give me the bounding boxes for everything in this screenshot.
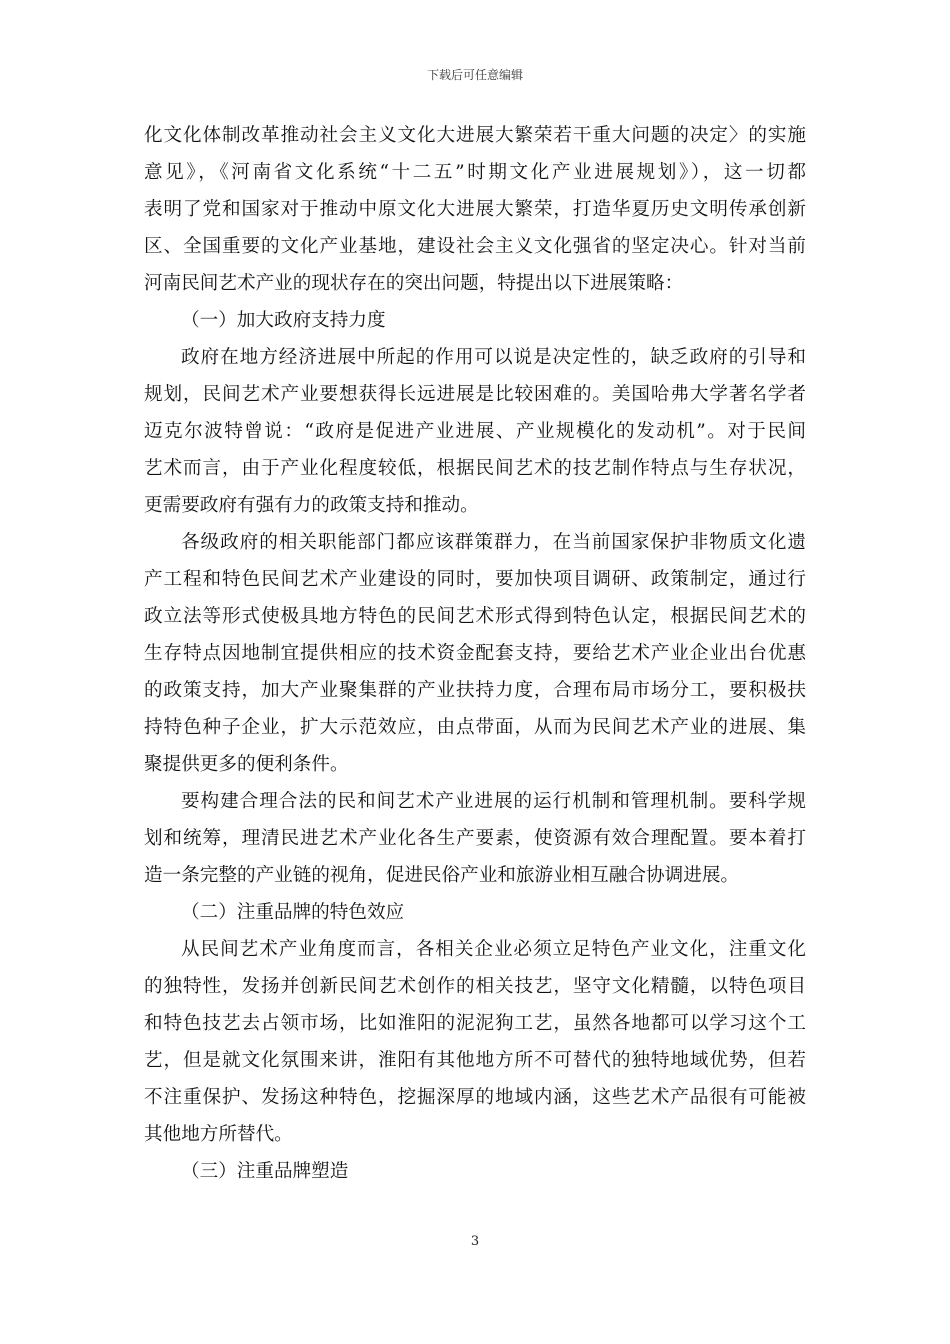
text-line: 持特色种子企业，扩大示范效应，由点带面，从而为民间艺术产业的进展、集 (144, 717, 806, 738)
text-line: 要构建合理合法的民和间艺术产业进展的运行机制和管理机制。要科学规 (181, 791, 806, 812)
text-line: 规划，民间艺术产业要想获得长远进展是比较困难的。美国哈弗大学著名学者 (144, 384, 806, 405)
section-heading: （三）注重品牌塑造 (181, 1161, 349, 1182)
text-line: 表明了党和国家对于推动中原文化大进展大繁荣，打造华夏历史文明传承创新 (144, 199, 806, 220)
text-line: 政立法等形式使极具地方特色的民间艺术形式得到特色认定，根据民间艺术的 (144, 606, 806, 627)
text-line: 划和统筹，理清民进艺术产业化各生产要素，使资源有效合理配置。要本着打 (144, 828, 806, 849)
text-line: 的政策支持，加大产业聚集群的产业扶持力度，合理布局市场分工，要积极扶 (144, 680, 806, 701)
text-line: 艺术而言，由于产业化程度较低，根据民间艺术的技艺制作特点与生存状况， (144, 458, 806, 479)
text-line: 造一条完整的产业链的视角，促进民俗产业和旅游业相互融合协调进展。 (144, 865, 740, 886)
text-line: 各级政府的相关职能部门都应该群策群力，在当前国家保护非物质文化遗 (181, 532, 806, 553)
document-body (144, 117, 806, 1190)
text-line: 不注重保护、发扬这种特色，挖掘深厚的地域内涵，这些艺术产品很有可能被 (144, 1087, 806, 1108)
text-line: 和特色技艺去占领市场，比如淮阳的泥泥狗工艺，虽然各地都可以学习这个工 (144, 1013, 806, 1034)
text-line: 化文化体制改革推动社会主义文化大进展大繁荣若干重大问题的决定〉的实施 (144, 125, 806, 146)
text-line: 从民间艺术产业角度而言，各相关企业必须立足特色产业文化，注重文化 (181, 939, 806, 960)
text-line: 的独特性，发扬并创新民间艺术创作的相关技艺，坚守文化精髓，以特色项目 (144, 976, 806, 997)
text-line: 生存特点因地制宜提供相应的技术资金配套支持，要给艺术产业企业出台优惠 (144, 643, 806, 664)
text-line: 意见》，《河南省文化系统“十二五”时期文化产业进展规划》），这一切都 (144, 162, 806, 183)
text-line: 更需要政府有强有力的政策支持和推动。 (144, 495, 479, 516)
text-line: 政府在地方经济进展中所起的作用可以说是决定性的，缺乏政府的引导和 (181, 347, 806, 368)
page-number: 3 (470, 1234, 480, 1249)
text-line: 迈克尔波特曾说：“政府是促进产业进展、产业规模化的发动机”。对于民间 (144, 421, 806, 442)
text-line: 区、全国重要的文化产业基地，建设社会主义文化强省的坚定决心。针对当前 (144, 236, 806, 257)
text-line: 河南民间艺术产业的现状存在的突出问题，特提出以下进展策略： (144, 273, 684, 294)
text-line: 其他地方所替代。 (144, 1124, 293, 1145)
text-line: 产工程和特色民间艺术产业建设的同时，要加快项目调研、政策制定，通过行 (144, 569, 806, 590)
page-header: 下载后可任意编辑 (426, 68, 523, 82)
text-line: 聚提供更多的便利条件。 (144, 754, 349, 775)
text-line: 艺，但是就文化氛围来讲，淮阳有其他地方所不可替代的独特地域优势，但若 (144, 1050, 806, 1071)
section-heading: （二）注重品牌的特色效应 (181, 902, 405, 923)
section-heading: （一）加大政府支持力度 (181, 310, 386, 331)
